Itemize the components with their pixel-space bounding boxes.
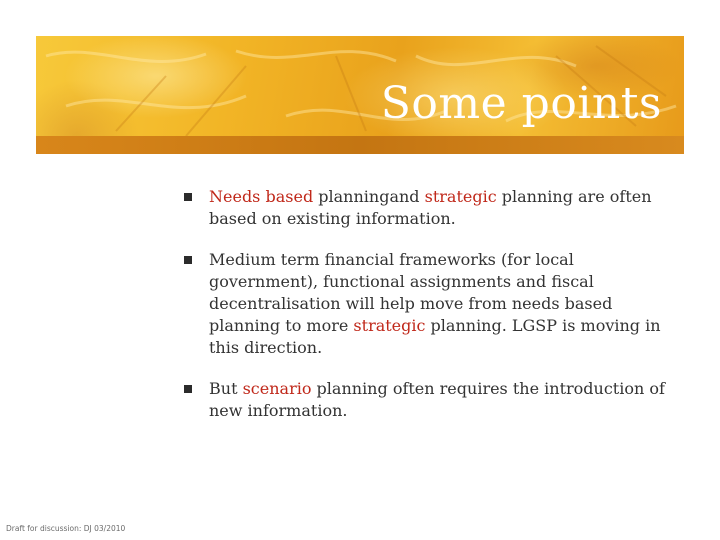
bullet-text: Medium term financial frameworks (for local government), functional assignments and fiscal decentralisation will help move from needs based planning to more [209,250,613,335]
highlighted-term: strategic [353,316,426,335]
bullet-text: planning are often based on existing information. [209,187,652,228]
title-banner [36,36,684,154]
bullet-text: But [209,379,243,398]
banner-bottom-bar [36,136,684,154]
bullet-text: planning often requires the introduction of new information. [209,379,665,420]
bullet-item [180,378,670,422]
square-bullet-icon [184,193,192,201]
bullet-item [180,186,670,230]
highlighted-term: strategic [424,187,497,206]
square-bullet-icon [184,385,192,393]
square-bullet-icon [184,256,192,264]
bullet-text: planningand [313,187,425,206]
highlighted-term: Needs based [209,187,314,206]
bullet-item [180,249,670,359]
bullet-list [180,186,670,441]
bullet-text: planning. LGSP is moving in this direction. [209,316,661,357]
highlighted-term: scenario [242,379,312,398]
slide-title: Some points [380,78,662,129]
footer-note: Draft for discussion: DJ 03/2010 [6,524,126,533]
